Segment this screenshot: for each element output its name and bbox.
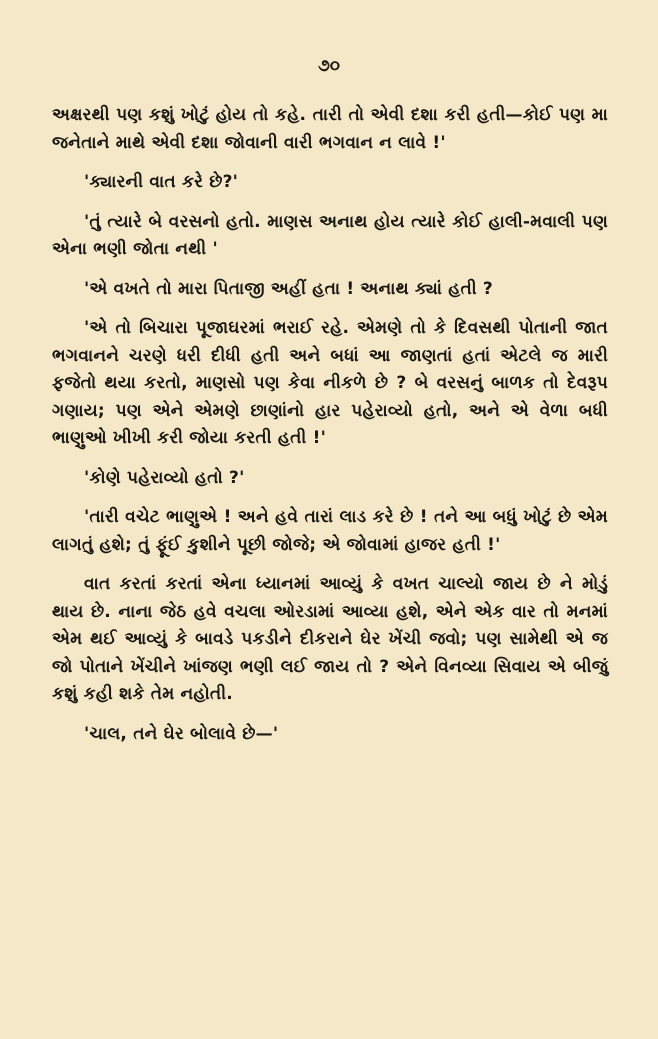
paragraph: 'એ તો બિચારા પૂજાઘરમાં ભરાઈ રહે. એમણે તો કે દિવસથી પોતાની જાત ભગવાનને ચરણે ધરી દીધી હતી અને બધાં આ જાણતાં હતાં એટલે જ મારી ફજેતો થયા કરતો, માણસો પણ કેવા નીકળે છે ? બે વરસનું બાળક તો દેવરૂપ ગણાય; પણ એને એમણે છાણાંનો હાર પહેરાવ્યો હતો, અને એ વેળા બધી ભાણુઓ ખીખી કરી જોયા કરતી હતી !' bbox=[52, 318, 608, 448]
paragraph: 'કોણે પહેરાવ્યો હતો ?' bbox=[84, 467, 245, 488]
paragraph: 'તારી વચેટ ભાણુએ ! અને હવે તારાં લાડ કરે છે ! તને આ બધું ખોટું છે એમ લાગતું હશે; તું ફૂંઈ કુશીને પૂછી જોજે; એ જોવામાં હાજર હતી !' bbox=[52, 507, 608, 555]
paragraph: વાત કરતાં કરતાં એના ધ્યાનમાં આવ્યું કે વખત ચાલ્યો જાય છે ને મોડું થાય છે. નાના જેઠ હવે વચલા ઓરડામાં આવ્યા હશે, એને એક વાર તો મનમાં એમ થઈ આવ્યું કે બાવડે પકડીને દીકરાને ઘેર ખેંચી જવો; પણ સામેથી એ જ જો પોતાને ખેંચીને ખાંજણ ભણી લઈ જાય તો ? એને વિનવ્યા સિવાય એ બીજું કશું કહી શકે તેમ નહોતી. bbox=[52, 574, 608, 704]
paragraph: 'ક્યારની વાત કરે છે?' bbox=[84, 172, 239, 192]
paragraph: 'તું ત્યારે બે વરસનો હતો. માણસ અનાથ હોય ત્યારે કોઈ હાલી-મવાલી પણ એના ભણી જોતા નથી ' bbox=[52, 211, 608, 259]
page-body bbox=[52, 102, 608, 748]
paragraph: 'ચાલ, તને ઘેર બોલાવે છે—' bbox=[84, 723, 279, 744]
page-number: ૭૦ bbox=[317, 56, 341, 76]
paragraph: અક્ષરથી પણ કશું ખોટું હોય તો કહે. તારી તો એવી દશા કરી હતી—કોઈ પણ મા જનેતાને માથે એવી દશા જોવાની વારી ભગવાન ન લાવે !' bbox=[52, 105, 608, 153]
paragraph: 'એ વખતે તો મારા પિતાજી અહીં હતા ! અનાથ ક્યાં હતી ? bbox=[84, 278, 493, 299]
